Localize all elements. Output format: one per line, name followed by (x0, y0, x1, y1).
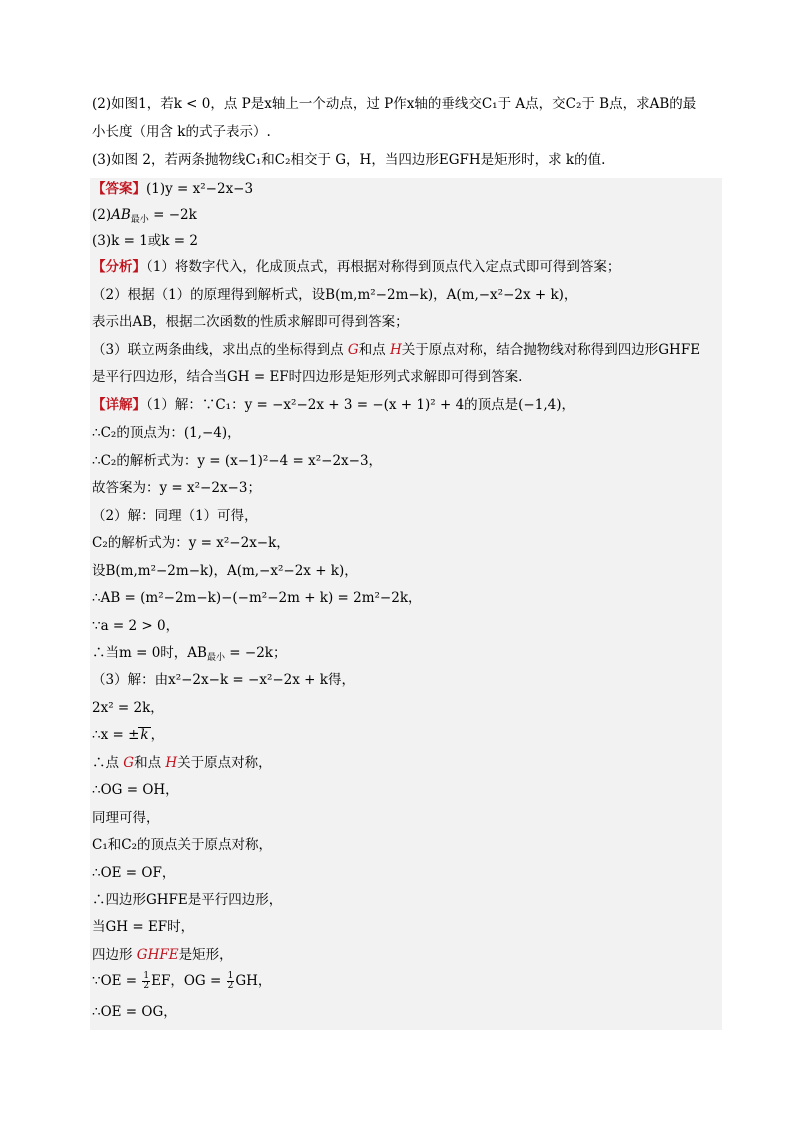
detail-10-sub: 最小 (206, 653, 225, 663)
frac-den: 2 (143, 981, 150, 991)
question-block (92, 90, 732, 174)
question-part3-line1: (3)如图 2，若两条抛物线C₁和C₂相交于 G，H，当四边形EGFH是矩形时，求 k的值. (92, 152, 606, 168)
detail-14c: 关于原点对称， (177, 755, 272, 771)
analysis-line-2: （2）根据（1）的原理得到解析式，设B(m,m²−2m−k)，A(m,−x²−2x + k)， (92, 287, 578, 303)
detail-13b: ， (150, 727, 165, 743)
analysis-line-5: 是平行四边形，结合当GH = EF时四边形是矩形列式求解即可得到答案. (92, 369, 523, 385)
detail-line-21 (92, 946, 722, 964)
answer-line-3 (92, 232, 722, 250)
detail-text-1: （1）解：∵C₁：y = −x²−2x + 3 = −(x + 1)² + 4的顶点是(−1,4)， (146, 397, 575, 413)
detail-22a: ∵OE = (92, 973, 142, 989)
detail-line-13 (92, 726, 722, 744)
analysis-line-1 (92, 258, 722, 276)
frac-num-2: 1 (227, 971, 234, 981)
answer-label: 【答案】 (92, 181, 146, 197)
answer-3: (3)k = 1或k = 2 (92, 233, 198, 249)
answer-2-ab: AB (111, 207, 131, 223)
detail-line-7: 设B(m,m²−2m−k)，A(m,−x²−2x + k)， (92, 563, 358, 579)
detail-14b: 和点 (134, 755, 166, 771)
answer-2-sub: 最小 (130, 215, 149, 225)
detail-line-2: ∴C₂的顶点为：(1,−4)， (92, 425, 241, 441)
answer-2-rest: = −2k (148, 207, 197, 223)
detail-line-17: C₁和C₂的顶点关于原点对称， (92, 837, 272, 853)
analysis-point-h: H (389, 342, 402, 358)
analysis-line-3: 表示出AB，根据二次函数的性质求解即可得到答案； (92, 314, 409, 330)
detail-line-10 (92, 644, 722, 667)
answer-2-prefix: (2) (92, 207, 112, 223)
detail-21c: 是矩形， (178, 947, 233, 963)
detail-line-8: ∴AB = (m²−2m−k)−(−m²−2m + k) = 2m²−2k， (92, 590, 422, 606)
detail-line-15: ∴OG = OH， (92, 782, 179, 798)
detail-21a: 四边形 (92, 947, 137, 963)
detail-point-g: G (123, 755, 135, 771)
detail-line-6: C₂的解析式为：y = x²−2x−k， (92, 535, 290, 551)
frac-den-2: 2 (227, 981, 234, 991)
detail-line-22 (92, 972, 722, 991)
analysis-4b: 和点 (358, 342, 390, 358)
detail-line-9: ∵a = 2 > 0， (92, 618, 180, 634)
analysis-point-g: G (347, 342, 359, 358)
analysis-line-4 (92, 341, 722, 359)
fraction-one-half-2 (227, 972, 235, 991)
detail-line-18: ∴OE = OF， (92, 865, 176, 881)
detail-22c: GH， (235, 973, 272, 989)
answer-1: (1)y = x²−2x−3 (146, 181, 254, 197)
detail-line-20: 当GH = EF时， (92, 919, 195, 935)
fraction-one-half (142, 972, 150, 991)
detail-point-h: H (165, 755, 178, 771)
sqrt-radicand: k (140, 727, 149, 743)
detail-10a: ∴当m = 0时，AB (92, 645, 207, 661)
analysis-label: 【分析】 (92, 259, 146, 275)
detail-line-3: ∴C₂的解析式为：y = (x−1)²−4 = x²−2x−3， (92, 453, 383, 469)
detail-line-5: （2）解：同理（1）可得， (92, 508, 258, 524)
detail-line-12: 2x² = 2k， (92, 700, 164, 716)
answer-line-2 (92, 206, 722, 229)
detail-line-11: （3）解：由x²−2x−k = −x²−2x + k得， (92, 672, 355, 688)
detail-line-19: ∴四边形GHFE是平行四边形， (92, 892, 283, 908)
analysis-4c: 关于原点对称，结合抛物线对称得到四边形GHFE (401, 342, 701, 358)
detail-22b: EF，OG = (151, 973, 226, 989)
detail-14a: ∴点 (92, 755, 124, 771)
detail-13a: ∴x = ± (92, 727, 140, 743)
detail-21-quad: GHFE (136, 947, 179, 963)
detail-10b: = −2k； (224, 645, 287, 661)
question-part2-line2: 小长度（用含 k的式子表示）. (92, 124, 271, 140)
detail-line-16: 同理可得， (92, 810, 160, 826)
detail-line-23: ∴OE = OG， (92, 1004, 177, 1020)
detail-label: 【详解】 (92, 397, 146, 413)
question-part2-line1: (2)如图1，若k < 0，点 P是x轴上一个动点，过 P作x轴的垂线交C₁于 A点，交C₂于 B点，求AB的最 (92, 96, 697, 112)
analysis-text-1: （1）将数字代入，化成顶点式，再根据对称得到顶点代入定点式即可得到答案； (146, 259, 621, 275)
detail-line-4: 故答案为：y = x²−2x−3； (92, 480, 261, 496)
analysis-4a: （3）联立两条曲线，求出点的坐标得到点 (92, 342, 348, 358)
frac-num: 1 (143, 971, 150, 981)
detail-line-14 (92, 754, 722, 772)
detail-line-1 (92, 396, 722, 414)
answer-line-1 (92, 180, 722, 198)
